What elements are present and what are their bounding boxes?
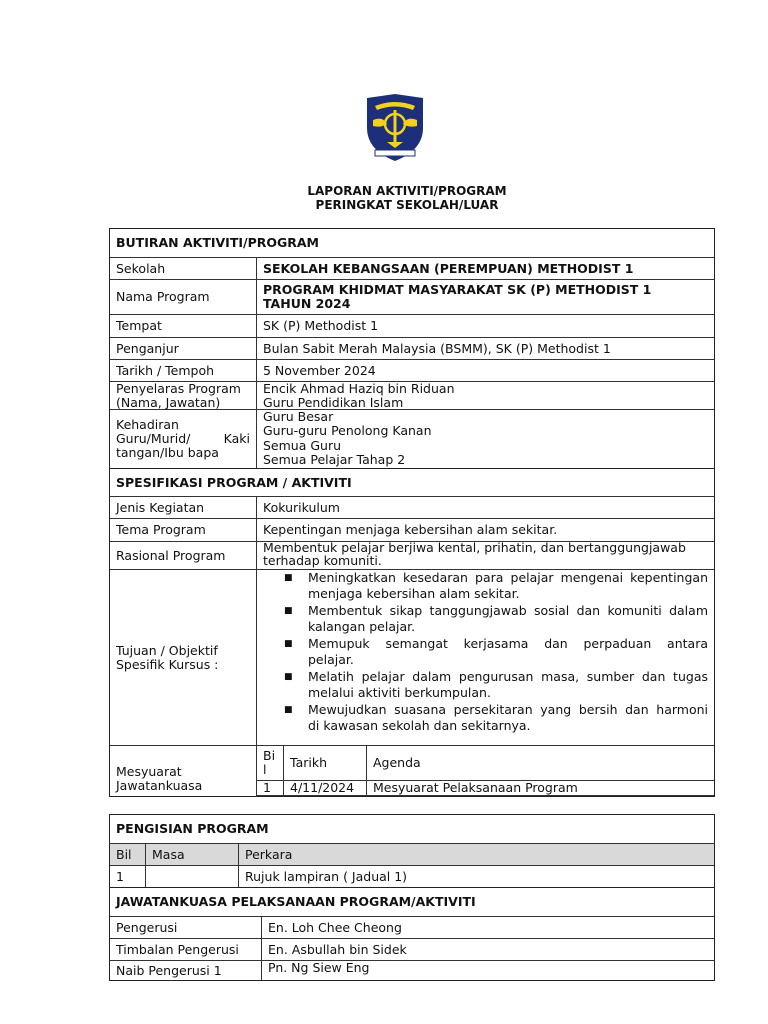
kehadiran-label-line2a: Guru/Murid/	[116, 431, 191, 446]
objective-line: pelajar.	[308, 652, 354, 667]
meeting-header-bil	[257, 746, 283, 780]
kehadiran-label-line2	[116, 432, 250, 446]
objective-item	[262, 702, 708, 734]
penyelaras-name: Encik Ahmad Haziq bin Riduan	[263, 380, 455, 396]
meeting-header-bil-line2: l	[263, 762, 267, 777]
value-kehadiran	[257, 409, 714, 468]
bullet-square-icon: ■	[284, 672, 293, 682]
label-jenis-kegiatan: Jenis Kegiatan	[116, 499, 205, 515]
objective-item	[262, 570, 708, 602]
mesyuarat-label-line2: Jawatankuasa	[116, 777, 203, 793]
objective-line: Membentuk sikap tanggungjawab sosial dan komuniti dalam	[308, 603, 708, 618]
meeting-row-bil: 1	[263, 780, 271, 795]
nama-program-line1: PROGRAM KHIDMAT MASYARAKAT SK (P) METHODIST 1	[263, 282, 652, 297]
label-timbalan-pengerusi: Timbalan Pengerusi	[116, 941, 239, 957]
objective-item	[262, 669, 708, 701]
label-nama-program: Nama Program	[116, 289, 210, 304]
pengisian-row-bil: 1	[116, 868, 124, 884]
objective-line: menjaga kebersihan alam sekitar.	[308, 586, 520, 601]
kehadiran-label-line3: tangan/Ibu bapa	[116, 445, 219, 460]
meeting-header-agenda: Agenda	[373, 755, 421, 770]
pengisian-header-masa: Masa	[152, 846, 185, 862]
pengisian-row-perkara: Rujuk lampiran ( Jadual 1)	[245, 868, 408, 884]
objective-line: Mewujudkan suasana persekitaran yang bersih dan harmoni	[308, 702, 708, 717]
kehadiran-item: Guru Besar	[263, 408, 334, 424]
report-subtitle: PERINGKAT SEKOLAH/LUAR	[315, 198, 499, 212]
penyelaras-label-line2: (Nama, Jawatan)	[116, 394, 221, 410]
school-crest-logo	[365, 94, 425, 162]
objective-item	[262, 636, 708, 668]
label-rasional-program: Rasional Program	[116, 547, 226, 563]
section-heading-spesifikasi: SPESIFIKASI PROGRAM / AKTIVITI	[116, 474, 352, 490]
penyelaras-jawatan: Guru Pendidikan Islam	[263, 394, 404, 410]
value-pengerusi: En. Loh Chee Cheong	[268, 919, 402, 935]
objective-line: Meningkatkan kesedaran para pelajar mengenai kepentingan	[308, 570, 708, 585]
objectives-list	[262, 570, 708, 734]
value-sekolah: SEKOLAH KEBANGSAAN (PEREMPUAN) METHODIST 1	[263, 260, 634, 276]
label-tarikh: Tarikh / Tempoh	[116, 362, 215, 378]
rasional-line2: terhadap komuniti.	[263, 553, 382, 568]
value-tempat: SK (P) Methodist 1	[263, 318, 379, 333]
kehadiran-label-line1: Kehadiran	[116, 417, 179, 432]
value-rasional-program	[257, 540, 714, 568]
value-tema-program: Kepentingan menjaga kebersihan alam sekitar.	[263, 522, 558, 537]
meeting-row-tarikh: 4/11/2024	[290, 780, 355, 795]
kehadiran-item: Semua Pelajar Tahap 2	[263, 452, 406, 467]
objective-line: melalui aktiviti berkumpulan.	[308, 685, 491, 700]
report-title: LAPORAN AKTIVITI/PROGRAM	[307, 184, 507, 198]
label-pengerusi: Pengerusi	[116, 919, 178, 935]
value-tarikh: 5 November 2024	[263, 362, 376, 378]
value-timbalan-pengerusi: En. Asbullah bin Sidek	[268, 941, 407, 957]
objective-item	[262, 603, 708, 635]
pengisian-row-masa	[146, 866, 238, 887]
value-nama-program	[257, 280, 714, 314]
kehadiran-item: Semua Guru	[263, 437, 342, 453]
value-penyelaras	[257, 382, 714, 409]
label-kehadiran	[110, 410, 256, 468]
kehadiran-item: Guru-guru Penolong Kanan	[263, 423, 432, 438]
bullet-square-icon: ■	[284, 606, 293, 616]
nama-program-line2: TAHUN 2024	[263, 296, 351, 311]
kehadiran-label-line2b: Kaki	[223, 431, 250, 446]
label-sekolah: Sekolah	[116, 260, 166, 276]
bullet-square-icon: ■	[284, 705, 293, 715]
mesyuarat-label-line1: Mesyuarat	[116, 763, 182, 779]
label-naib-pengerusi-1: Naib Pengerusi 1	[116, 963, 222, 978]
label-tema-program: Tema Program	[116, 522, 206, 537]
penyelaras-label-line1: Penyelaras Program	[116, 380, 241, 396]
bullet-square-icon: ■	[284, 639, 293, 649]
label-mesyuarat	[110, 746, 256, 797]
rasional-line1: Membentuk pelajar berjiwa kental, prihatin, dan bertanggungjawab	[263, 540, 686, 555]
value-jenis-kegiatan: Kokurikulum	[263, 499, 340, 515]
pengisian-header-bil: Bil	[116, 846, 132, 862]
meeting-row-agenda: Mesyuarat Pelaksanaan Program	[373, 780, 578, 795]
section-heading-jawatankuasa: JAWATANKUASA PELAKSANAAN PROGRAM/AKTIVITI	[116, 894, 476, 909]
objective-line: kalangan pelajar.	[308, 619, 416, 634]
section-heading-butiran: BUTIRAN AKTIVITI/PROGRAM	[116, 235, 319, 250]
objective-line: Memupuk semangat kerjasama dan perpaduan antara	[308, 636, 708, 651]
objective-line: di kawasan sekolah dan sekitarnya.	[308, 718, 531, 733]
value-naib-pengerusi-1: Pn. Ng Siew Eng	[268, 960, 370, 975]
tujuan-label-line1: Tujuan / Objektif	[116, 642, 218, 658]
label-tempat: Tempat	[116, 318, 162, 333]
label-tujuan	[110, 570, 256, 745]
meeting-header-tarikh: Tarikh	[290, 755, 327, 770]
tujuan-label-line2: Spesifik Kursus :	[116, 656, 219, 672]
section-heading-pengisian: PENGISIAN PROGRAM	[116, 821, 269, 836]
value-penganjur: Bulan Sabit Merah Malaysia (BSMM), SK (P) Methodist 1	[263, 340, 611, 356]
pengisian-header-perkara: Perkara	[245, 846, 293, 862]
meeting-header-bil-line1: Bi	[263, 748, 276, 763]
label-penganjur: Penganjur	[116, 340, 179, 356]
bullet-square-icon: ■	[284, 573, 293, 583]
label-penyelaras	[110, 382, 256, 409]
objective-line: Melatih pelajar dalam pengurusan masa, sumber dan tugas	[308, 669, 708, 684]
